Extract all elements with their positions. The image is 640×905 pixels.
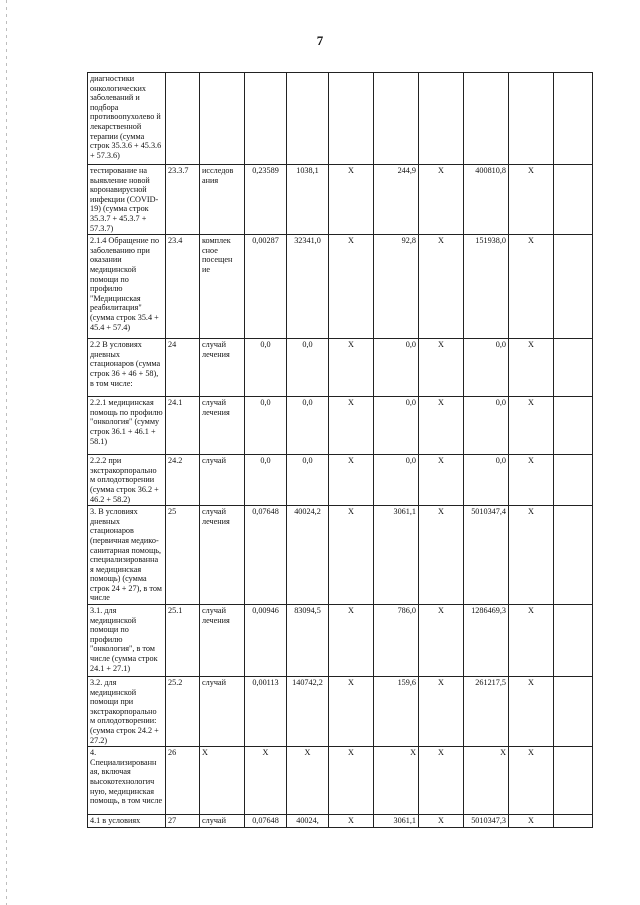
cell-num: 25.1	[166, 605, 200, 677]
table-row	[88, 73, 593, 165]
cell-c7: 92,8	[374, 235, 419, 339]
cell-c10: X	[509, 747, 554, 815]
table-row	[88, 339, 593, 397]
cell-c6: X	[329, 165, 374, 235]
cell-unit: случай лечения	[200, 605, 245, 677]
cell-c7: X	[374, 747, 419, 815]
cell-c10: X	[509, 165, 554, 235]
cell-c7: 0,0	[374, 455, 419, 506]
cell-c11	[554, 455, 593, 506]
cell-c6	[329, 73, 374, 165]
cell-norm: 0,07648	[245, 815, 287, 828]
cell-c9: X	[464, 747, 509, 815]
cell-c6: X	[329, 815, 374, 828]
cell-cost: 140742,2	[287, 677, 329, 747]
cell-name: 2.2.1 медицинская помощь по профилю "онкология" (сумму строк 36.1 + 46.1 + 58.1)	[88, 397, 166, 455]
cell-cost: 40024,	[287, 815, 329, 828]
cell-num: 24.1	[166, 397, 200, 455]
cell-name: 3.1. для медицинской помощи по профилю "онкология", в том числе (сумма строк 24.1 + 27.1)	[88, 605, 166, 677]
table-row	[88, 455, 593, 506]
cell-cost	[287, 73, 329, 165]
cell-norm: 0,23589	[245, 165, 287, 235]
cell-c11	[554, 506, 593, 605]
cell-c11	[554, 677, 593, 747]
cell-c10: X	[509, 235, 554, 339]
cell-c8: X	[419, 506, 464, 605]
cell-c11	[554, 605, 593, 677]
cell-unit: X	[200, 747, 245, 815]
cell-name: 2.1.4 Обращение по заболеванию при оказании медицинской помощи по профилю "Медицинская реабилитация" (сумма строк 35.4 + 45.4 + 57.4)	[88, 235, 166, 339]
cell-name: 4. Специализированн ая, включая высокотехнологич ную, медицинская помощь, в том числе	[88, 747, 166, 815]
cell-norm: 0,00113	[245, 677, 287, 747]
cell-c8: X	[419, 165, 464, 235]
cell-name: 3. В условиях дневных стационаров (первичная медико-санитарная помощь, специализированна я медицинская помощь) (сумма строк 24 + 27), в том числе	[88, 506, 166, 605]
cell-c6: X	[329, 605, 374, 677]
cell-c10: X	[509, 677, 554, 747]
cell-c6: X	[329, 339, 374, 397]
cell-cost: 1038,1	[287, 165, 329, 235]
cell-norm: 0,07648	[245, 506, 287, 605]
cell-name: 2.2.2 при экстракорпорально м оплодотворении (сумма строк 36.2 + 46.2 + 58.2)	[88, 455, 166, 506]
cell-c10: X	[509, 815, 554, 828]
cell-c11	[554, 815, 593, 828]
table-row	[88, 747, 593, 815]
table-row	[88, 235, 593, 339]
page-number: 7	[316, 33, 324, 48]
cell-c9: 0,0	[464, 455, 509, 506]
cell-c9: 1286469,3	[464, 605, 509, 677]
cell-norm: 0,0	[245, 455, 287, 506]
cell-norm: 0,00946	[245, 605, 287, 677]
cell-name: 3.2. для медицинской помощи при экстракорпорально м оплодотворении: (сумма строк 24.2 + 27.2)	[88, 677, 166, 747]
cell-num: 25.2	[166, 677, 200, 747]
cell-c9: 0,0	[464, 339, 509, 397]
cell-cost: 0,0	[287, 339, 329, 397]
table-row	[88, 815, 593, 828]
cell-c11	[554, 339, 593, 397]
cell-c8: X	[419, 747, 464, 815]
cell-c11	[554, 165, 593, 235]
cell-unit: исследов ания	[200, 165, 245, 235]
cell-num: 24.2	[166, 455, 200, 506]
table-row	[88, 165, 593, 235]
cell-name: диагностики онкологических заболеваний и подбора противоопухолево й лекарственной терапии (сумма строк 35.3.6 + 45.3.6 + 57.3.6)	[88, 73, 166, 165]
cell-unit: случай	[200, 815, 245, 828]
cell-norm: X	[245, 747, 287, 815]
cell-c7: 159,6	[374, 677, 419, 747]
cell-c6: X	[329, 235, 374, 339]
cell-c8: X	[419, 677, 464, 747]
cell-cost: X	[287, 747, 329, 815]
table-row	[88, 397, 593, 455]
cell-c7: 0,0	[374, 397, 419, 455]
cell-c9: 0,0	[464, 397, 509, 455]
cell-c7: 244,9	[374, 165, 419, 235]
cell-c11	[554, 73, 593, 165]
cell-c6: X	[329, 397, 374, 455]
cell-num: 27	[166, 815, 200, 828]
cell-unit	[200, 73, 245, 165]
table-row	[88, 677, 593, 747]
cell-c11	[554, 235, 593, 339]
cell-cost: 0,0	[287, 455, 329, 506]
cell-num: 26	[166, 747, 200, 815]
cell-cost: 0,0	[287, 397, 329, 455]
cell-norm	[245, 73, 287, 165]
cell-c10: X	[509, 455, 554, 506]
cell-c6: X	[329, 747, 374, 815]
cell-num	[166, 73, 200, 165]
cell-unit: случай	[200, 455, 245, 506]
cell-c7: 0,0	[374, 339, 419, 397]
cell-name: 2.2 В условиях дневных стационаров (сумма строк 36 + 46 + 58), в том числе:	[88, 339, 166, 397]
cell-cost: 83094,5	[287, 605, 329, 677]
cell-c8: X	[419, 397, 464, 455]
cell-c9: 5010347,4	[464, 506, 509, 605]
cell-c8: X	[419, 455, 464, 506]
cell-name: 4.1 в условиях	[88, 815, 166, 828]
cell-unit: комплек сное посещен ие	[200, 235, 245, 339]
cell-c8: X	[419, 605, 464, 677]
cell-c6: X	[329, 506, 374, 605]
cell-c9: 400810,8	[464, 165, 509, 235]
cell-norm: 0,0	[245, 339, 287, 397]
cell-unit: случай лечения	[200, 397, 245, 455]
cell-c8: X	[419, 339, 464, 397]
cell-c10: X	[509, 506, 554, 605]
cell-c8: X	[419, 235, 464, 339]
cell-c10	[509, 73, 554, 165]
table-row	[88, 605, 593, 677]
table-body	[88, 73, 593, 828]
cell-name: тестирование на выявление новой коронавирусной инфекции (COVID-19) (сумма строк 35.3.7 + 45.3.7 + 57.3.7)	[88, 165, 166, 235]
cell-c9	[464, 73, 509, 165]
cell-c11	[554, 397, 593, 455]
cell-c8	[419, 73, 464, 165]
cell-c9: 261217,5	[464, 677, 509, 747]
cell-c6: X	[329, 677, 374, 747]
cell-num: 23.3.7	[166, 165, 200, 235]
cell-unit: случай	[200, 677, 245, 747]
cell-c9: 5010347,3	[464, 815, 509, 828]
cell-unit: случай лечения	[200, 339, 245, 397]
cell-c10: X	[509, 605, 554, 677]
cell-c11	[554, 747, 593, 815]
cell-c10: X	[509, 339, 554, 397]
cell-cost: 40024,2	[287, 506, 329, 605]
cell-cost: 32341,0	[287, 235, 329, 339]
cell-norm: 0,0	[245, 397, 287, 455]
cell-c9: 151938,0	[464, 235, 509, 339]
cell-c6: X	[329, 455, 374, 506]
cell-num: 24	[166, 339, 200, 397]
cell-num: 23.4	[166, 235, 200, 339]
cell-c8: X	[419, 815, 464, 828]
cell-unit: случай лечения	[200, 506, 245, 605]
scan-edge-line	[6, 0, 7, 905]
cell-c7: 3061,1	[374, 506, 419, 605]
cell-c10: X	[509, 397, 554, 455]
cell-norm: 0,00287	[245, 235, 287, 339]
cell-num: 25	[166, 506, 200, 605]
cell-c7: 3061,1	[374, 815, 419, 828]
data-table	[87, 72, 593, 828]
table-row	[88, 506, 593, 605]
cell-c7: 786,0	[374, 605, 419, 677]
cell-c7	[374, 73, 419, 165]
